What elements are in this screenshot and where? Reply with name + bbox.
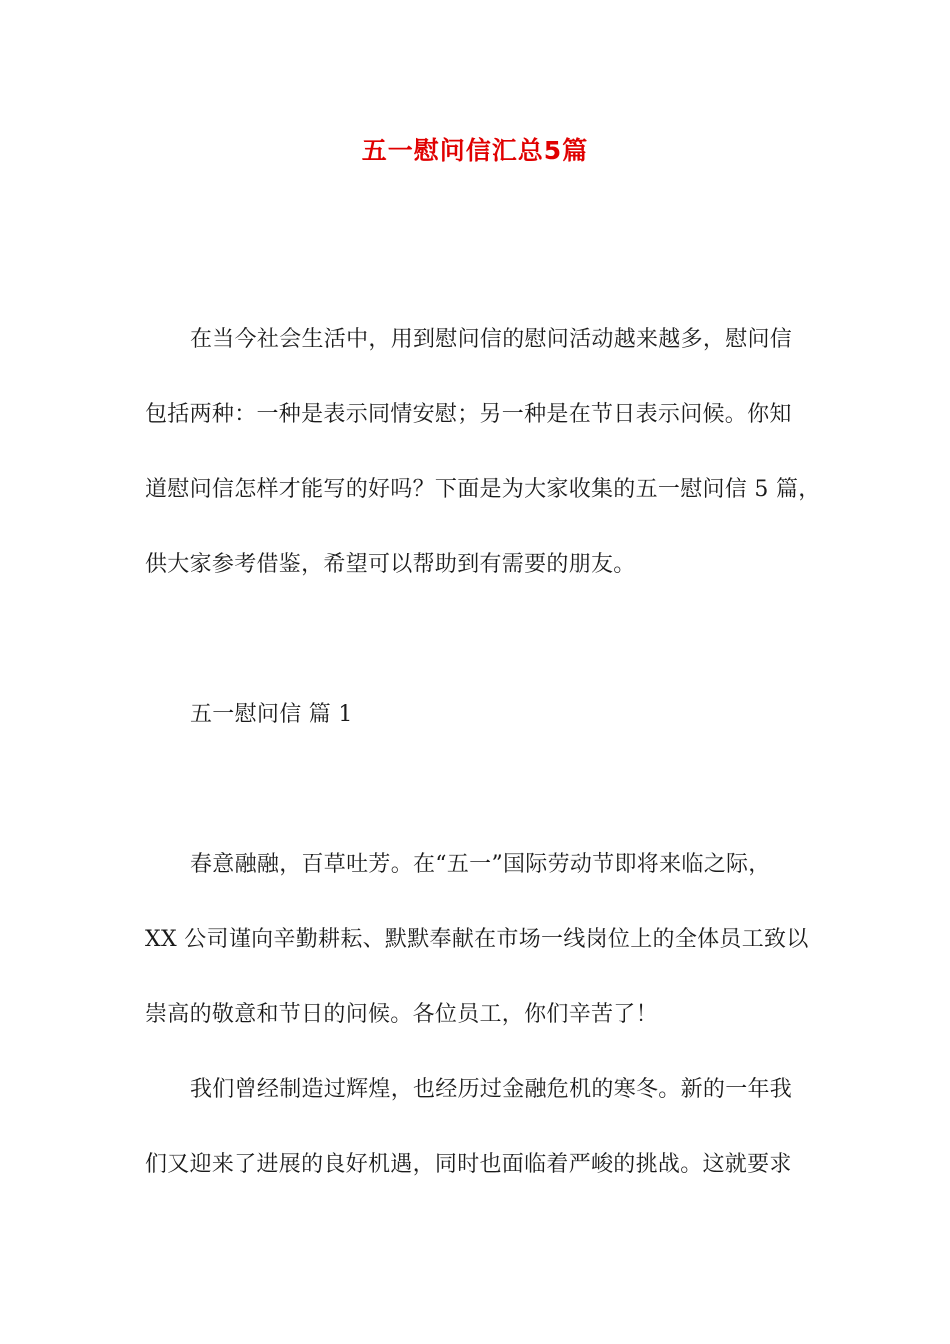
- paragraph1-line-2: XX 公司谨向辛勤耕耘、默默奉献在市场一线岗位上的全体员工致以: [145, 927, 809, 952]
- paragraph2-line-2: 们又迎来了进展的良好机遇，同时也面临着严峻的挑战。这就要求: [145, 1152, 792, 1177]
- paragraph1-line-3: 崇高的敬意和节日的问候。各位员工，你们辛苦了！: [145, 1002, 658, 1027]
- intro-line-3: 道慰问信怎样才能写的好吗？下面是为大家收集的五一慰问信 5 篇，: [145, 477, 821, 502]
- paragraph2-line-1: 我们曾经制造过辉煌，也经历过金融危机的寒冬。新的一年我: [190, 1077, 793, 1102]
- intro-line-1: 在当今社会生活中，用到慰问信的慰问活动越来越多，慰问信: [190, 327, 793, 352]
- intro-line-2: 包括两种：一种是表示同情安慰；另一种是在节日表示问候。你知: [145, 402, 792, 427]
- paragraph1-line-1: 春意融融，百草吐芳。在“五一”国际劳动节即将来临之际，: [190, 852, 771, 877]
- section-heading: 五一慰问信 篇 1: [190, 702, 353, 727]
- intro-line-4: 供大家参考借鉴，希望可以帮助到有需要的朋友。: [145, 552, 636, 577]
- document-title: 五一慰问信汇总5篇: [361, 136, 589, 165]
